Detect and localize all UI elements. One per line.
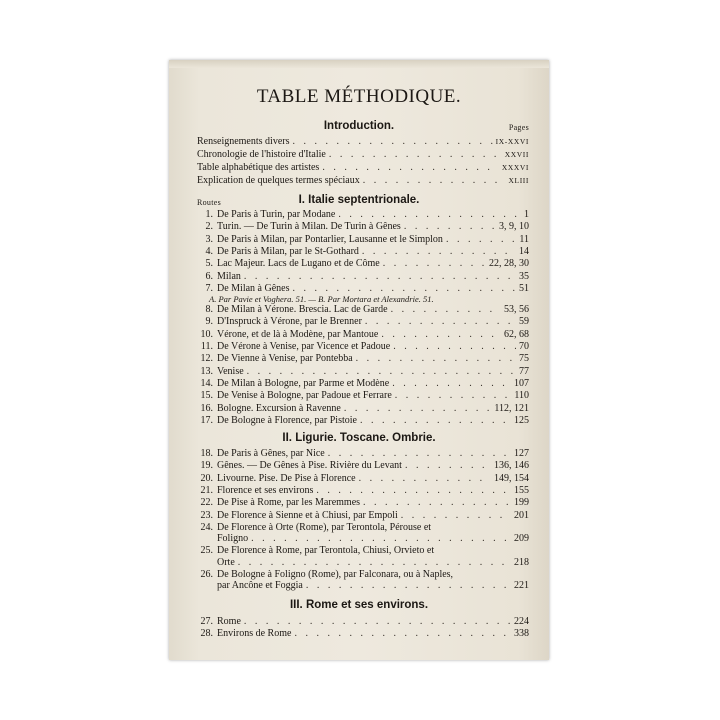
dot-leader bbox=[316, 485, 511, 497]
toc-entry bbox=[197, 415, 529, 427]
dot-leader bbox=[329, 149, 502, 161]
toc-entry bbox=[197, 258, 529, 270]
entry-page: 14 bbox=[519, 245, 529, 257]
entry-text: Turin. — De Turin à Milan. De Turin à Gênes bbox=[217, 221, 401, 233]
entry-number: 26. bbox=[200, 569, 213, 580]
dot-leader bbox=[328, 448, 511, 460]
toc-entry bbox=[197, 628, 529, 640]
entry-number: 21. bbox=[200, 484, 213, 496]
entry-text: Livourne. Pise. De Pise à Florence bbox=[217, 472, 356, 484]
entry-number: 9. bbox=[205, 316, 213, 328]
entry-text: De Paris à Turin, par Modane bbox=[217, 209, 336, 220]
dot-leader bbox=[322, 162, 499, 174]
entry-text: Vérone, et de là à Modène, par Mantoue bbox=[217, 328, 379, 340]
entry-page: 62, 68 bbox=[504, 328, 529, 340]
entry-text: Foligno bbox=[217, 533, 249, 545]
dot-leader bbox=[238, 557, 511, 569]
intro-entry bbox=[197, 136, 529, 148]
dot-leader bbox=[292, 283, 516, 295]
dot-leader bbox=[292, 136, 492, 148]
toc-entry bbox=[197, 283, 529, 295]
entry-page: 53, 56 bbox=[504, 304, 529, 316]
toc-entry bbox=[197, 403, 529, 415]
dot-leader bbox=[383, 258, 486, 270]
dot-leader bbox=[392, 378, 511, 390]
entry-number: 20. bbox=[200, 472, 213, 484]
dot-leader bbox=[404, 221, 496, 233]
toc-entry bbox=[197, 329, 529, 341]
entry-page: 127 bbox=[514, 448, 529, 459]
entry-number: 6. bbox=[205, 270, 213, 282]
entry-page: 77 bbox=[519, 365, 529, 377]
toc-entry bbox=[197, 316, 529, 328]
entry-text: De Vienne à Venise, par Pontebba bbox=[217, 353, 353, 365]
dot-leader bbox=[362, 246, 516, 258]
routes-label: Routes bbox=[197, 198, 222, 207]
entry-number: 17. bbox=[200, 414, 213, 426]
toc-entry bbox=[197, 304, 529, 316]
dot-leader bbox=[359, 473, 491, 485]
entry-text: De Milan à Gênes bbox=[217, 282, 290, 294]
dot-leader bbox=[381, 329, 501, 341]
toc-entry bbox=[197, 569, 529, 581]
entry-number: 19. bbox=[200, 460, 213, 472]
entry-number: 14. bbox=[200, 377, 213, 389]
dot-leader bbox=[360, 415, 511, 427]
entry-number: 7. bbox=[205, 282, 213, 294]
intro-heading: Introduction. bbox=[323, 120, 395, 132]
entry-page: 107 bbox=[514, 377, 529, 389]
toc-entry-continuation bbox=[217, 557, 529, 569]
entry-text: De Venise à Bologne, par Padoue et Ferrare bbox=[217, 390, 392, 402]
entry-page: 11 bbox=[519, 233, 529, 245]
dot-leader bbox=[391, 304, 501, 316]
entry-text: Rome bbox=[217, 616, 241, 627]
toc-entry bbox=[197, 234, 529, 246]
entry-page: 199 bbox=[514, 497, 529, 509]
section-3-heading: III. Rome et ses environs. bbox=[289, 599, 429, 611]
toc-entry bbox=[197, 616, 529, 628]
dot-leader bbox=[344, 403, 492, 415]
entry-text: Florence et ses environs bbox=[217, 484, 314, 496]
dot-leader bbox=[363, 175, 506, 187]
entry-text: De Florence à Orte (Rome), par Terontola, Pérouse et bbox=[217, 521, 432, 533]
entry-number: 10. bbox=[200, 328, 213, 340]
entry-text: Milan bbox=[217, 270, 241, 282]
entry-text: Renseignements divers bbox=[197, 136, 290, 147]
entry-page: 70 bbox=[519, 341, 529, 352]
dot-leader bbox=[244, 271, 516, 283]
entry-number: 23. bbox=[200, 509, 213, 521]
entry-text: par Ancône et Foggia bbox=[217, 580, 303, 592]
entry-page: 112, 121 bbox=[494, 402, 529, 414]
entry-text: Environs de Rome bbox=[217, 628, 292, 640]
entry-number: 3. bbox=[205, 233, 213, 245]
toc-entry bbox=[197, 448, 529, 460]
entry-text: Orte bbox=[217, 556, 235, 568]
entry-number: 1. bbox=[205, 209, 213, 220]
entry-text: De Paris à Gênes, par Nice bbox=[217, 448, 325, 459]
dot-leader bbox=[365, 316, 516, 328]
entry-number: 15. bbox=[200, 390, 213, 402]
toc-entry bbox=[197, 522, 529, 534]
entry-number: 13. bbox=[200, 365, 213, 377]
book-page bbox=[169, 60, 549, 660]
toc-entry bbox=[197, 510, 529, 522]
dot-leader bbox=[401, 510, 511, 522]
entry-text: De Paris à Milan, par le St-Gothard bbox=[217, 245, 359, 257]
entry-text: De Paris à Milan, par Pontarlier, Lausanne et le Simplon bbox=[217, 233, 443, 245]
section-1-heading: I. Italie septentrionale. bbox=[298, 194, 420, 206]
entry-text: Bologne. Excursion à Ravenne bbox=[217, 402, 341, 414]
entry-page: 75 bbox=[519, 353, 529, 365]
entry-page: 110 bbox=[514, 390, 529, 402]
route-variant-note: A. Par Pavie et Voghera. 51. — B. Par Mortara et Alexandrie. 51. bbox=[209, 294, 434, 305]
entry-text: De Vérone à Venise, par Vicence et Padoue bbox=[217, 341, 391, 352]
dot-leader bbox=[363, 497, 511, 509]
entry-number: 16. bbox=[200, 402, 213, 414]
entry-page: 35 bbox=[519, 270, 529, 282]
page-top-edge bbox=[169, 60, 549, 68]
entry-text: De Milan à Bologne, par Parme et Modène bbox=[217, 377, 390, 389]
entry-number: 22. bbox=[200, 497, 213, 509]
entry-number: 2. bbox=[205, 221, 213, 233]
dot-leader bbox=[251, 533, 511, 545]
entry-text: Table alphabétique des artistes bbox=[197, 162, 320, 173]
page-title: TABLE MÉTHODIQUE. bbox=[256, 86, 462, 107]
toc-entry-continuation bbox=[217, 533, 529, 545]
toc-entry bbox=[197, 378, 529, 390]
toc-entry bbox=[197, 246, 529, 258]
entry-page: 51 bbox=[519, 282, 529, 294]
dot-leader bbox=[338, 209, 521, 221]
entry-text: Chronologie de l'histoire d'Italie bbox=[197, 149, 326, 160]
entry-text: De Florence à Sienne et à Chiusi, par Empoli bbox=[217, 509, 398, 521]
entry-text: D'Inspruck à Vérone, par le Brenner bbox=[217, 316, 362, 328]
dot-leader bbox=[294, 628, 511, 640]
entry-page: 136, 146 bbox=[494, 460, 529, 472]
dot-leader bbox=[446, 234, 516, 246]
entry-text: Explication de quelques termes spéciaux bbox=[197, 175, 360, 186]
entry-page: 155 bbox=[514, 484, 529, 496]
entry-page: 1 bbox=[524, 209, 529, 220]
toc-entry bbox=[197, 366, 529, 378]
entry-number: 12. bbox=[200, 353, 213, 365]
entry-page: IX-XXVI bbox=[495, 137, 529, 146]
entry-number: 27. bbox=[200, 616, 213, 627]
entry-number: 4. bbox=[205, 245, 213, 257]
entry-text: De Bologne à Foligno (Rome), par Falconara, ou à Naples, bbox=[217, 569, 454, 580]
entry-text: De Florence à Rome, par Terontola, Chiusi, Orvieto et bbox=[217, 545, 435, 557]
entry-page: XLIII bbox=[508, 176, 529, 185]
entry-page: 149, 154 bbox=[494, 472, 529, 484]
entry-page: XXVII bbox=[504, 150, 529, 159]
toc-entry bbox=[197, 497, 529, 509]
entry-text: De Pise à Rome, par les Maremmes bbox=[217, 497, 361, 509]
intro-entry bbox=[197, 162, 529, 174]
dot-leader bbox=[247, 366, 516, 378]
toc-entry bbox=[197, 473, 529, 485]
entry-page: XXXVI bbox=[501, 163, 529, 172]
entry-page: 221 bbox=[514, 580, 529, 592]
entry-number: 5. bbox=[205, 258, 213, 270]
toc-entry-continuation bbox=[217, 580, 529, 592]
dot-leader bbox=[306, 580, 511, 592]
dot-leader bbox=[405, 460, 491, 472]
entry-page: 201 bbox=[514, 509, 529, 521]
entry-page: 209 bbox=[514, 533, 529, 545]
intro-entry bbox=[197, 149, 529, 161]
dot-leader bbox=[393, 341, 516, 353]
entry-page: 224 bbox=[514, 616, 529, 627]
entry-number: 25. bbox=[200, 545, 213, 557]
toc-entry bbox=[197, 353, 529, 365]
entry-text: De Milan à Vérone. Brescia. Lac de Garde bbox=[217, 304, 388, 316]
section-2-heading: II. Ligurie. Toscane. Ombrie. bbox=[282, 432, 436, 444]
dot-leader bbox=[395, 390, 512, 402]
entry-text: De Bologne à Florence, par Pistoie bbox=[217, 414, 357, 426]
toc-entry bbox=[197, 390, 529, 402]
entry-number: 24. bbox=[200, 521, 213, 533]
toc-entry bbox=[197, 221, 529, 233]
toc-entry bbox=[197, 545, 529, 557]
entry-text: Lac Majeur. Lacs de Lugano et de Côme bbox=[217, 258, 380, 270]
entry-page: 218 bbox=[514, 556, 529, 568]
dot-leader bbox=[244, 616, 511, 628]
pages-label: Pages bbox=[508, 123, 529, 132]
dot-leader bbox=[356, 353, 516, 365]
toc-entry bbox=[197, 341, 529, 353]
entry-text: Venise bbox=[217, 365, 244, 377]
entry-page: 338 bbox=[514, 628, 529, 640]
entry-text: Gênes. — De Gênes à Pise. Rivière du Levant bbox=[217, 460, 402, 472]
toc-entry bbox=[197, 209, 529, 221]
entry-number: 28. bbox=[200, 628, 213, 640]
entry-page: 59 bbox=[519, 316, 529, 328]
entry-number: 8. bbox=[205, 304, 213, 316]
entry-page: 3, 9, 10 bbox=[499, 221, 529, 233]
toc-entry bbox=[197, 271, 529, 283]
entry-page: 22, 28, 30 bbox=[489, 258, 529, 270]
entry-number: 11. bbox=[200, 341, 213, 352]
intro-entry bbox=[197, 175, 529, 187]
entry-page: 125 bbox=[514, 414, 529, 426]
toc-entry bbox=[197, 485, 529, 497]
toc-entry bbox=[197, 460, 529, 472]
entry-number: 18. bbox=[200, 448, 213, 459]
